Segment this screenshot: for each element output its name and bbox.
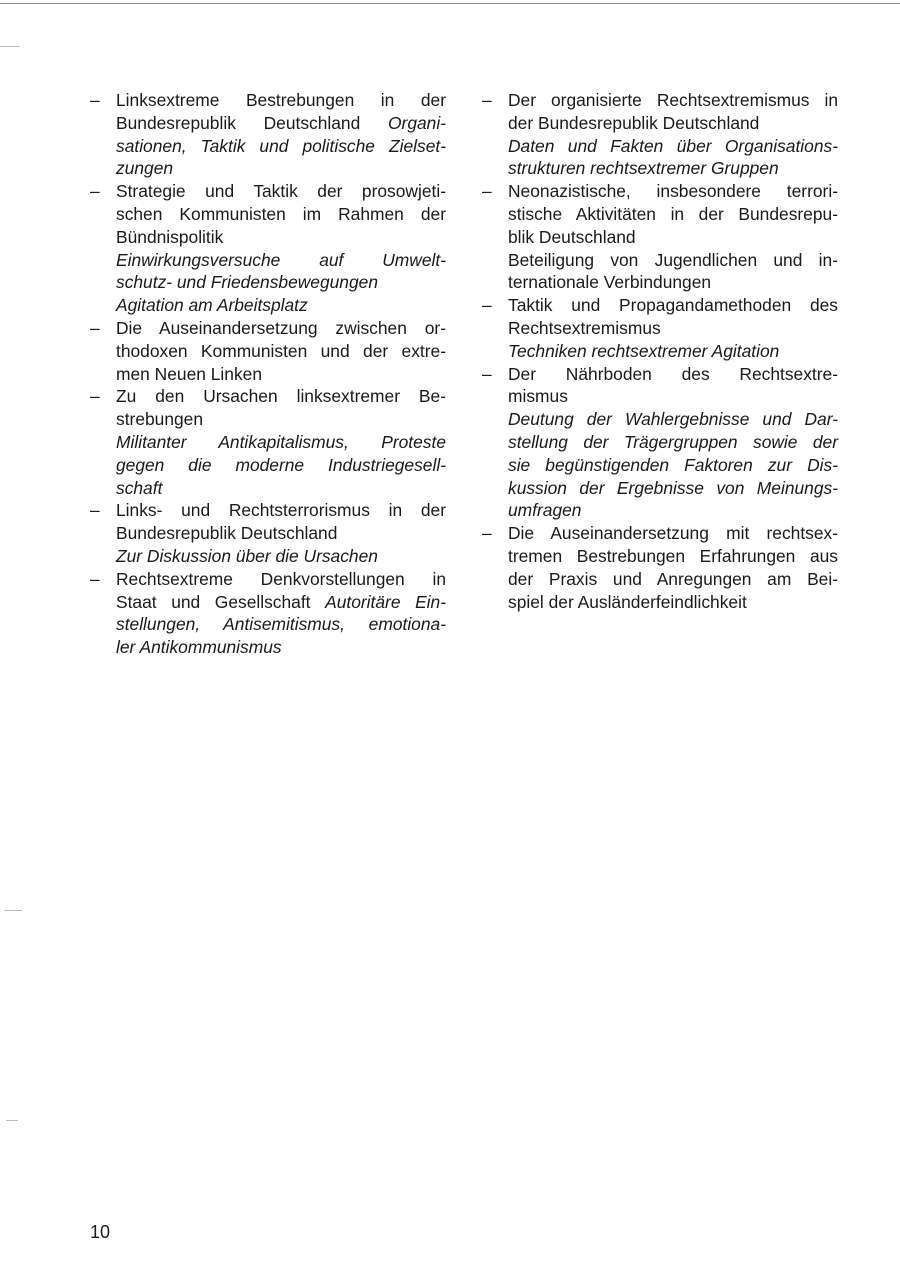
text-line: Einwirkungsversuche auf Umwelt- xyxy=(116,249,446,270)
text-line: schutz- und Friedensbewegungen xyxy=(116,272,378,293)
italic-segment: Autoritäre Ein- xyxy=(325,591,447,612)
text-line: Strategie und Taktik der prosowjeti- xyxy=(116,181,446,202)
scan-speck xyxy=(0,46,20,47)
right-column xyxy=(482,89,838,613)
page-number: 10 xyxy=(90,1222,111,1242)
text-line: Links- und Rechtsterrorismus in der xyxy=(116,500,446,521)
text-line: strukturen rechtsextremer Gruppen xyxy=(508,158,779,179)
text-line: stellungen, Antisemitismus, emotiona- xyxy=(116,614,446,635)
list-item xyxy=(482,180,838,294)
dash-bullet: – xyxy=(482,90,492,110)
text-line: Linksextreme Bestrebungen in der xyxy=(116,90,446,110)
text-line: umfragen xyxy=(508,500,582,521)
list-item xyxy=(90,89,446,180)
text-line: Die Auseinandersetzung mit rechtsex- xyxy=(508,523,838,544)
scan-speck xyxy=(6,1120,18,1121)
list-item xyxy=(482,522,838,613)
text-line: Neonazistische, insbesondere terrori- xyxy=(508,181,838,202)
dash-bullet: – xyxy=(90,181,100,202)
top-edge-rule xyxy=(0,3,900,4)
dash-bullet: – xyxy=(90,386,100,407)
italic-segment: Organi- xyxy=(388,112,446,133)
list-item xyxy=(482,363,838,523)
text-line: strebungen xyxy=(116,409,204,430)
text-line: ler Antikommunismus xyxy=(116,637,282,658)
text-line: Beteiligung von Jugendlichen und in- xyxy=(508,249,838,270)
text-line: Zu den Ursachen linksextremer Be- xyxy=(116,386,446,407)
text-segment: Staat und Gesellschaft xyxy=(116,591,326,612)
list-item xyxy=(90,568,446,659)
dash-bullet: – xyxy=(482,363,492,384)
text-line: kussion der Ergebnisse von Meinungs- xyxy=(508,477,838,498)
text-line: der Praxis und Anregungen am Bei- xyxy=(508,568,838,589)
text-line: Militanter Antikapitalismus, Proteste xyxy=(116,431,446,452)
text-line: Der organisierte Rechtsextremismus in xyxy=(508,90,838,110)
dash-bullet: – xyxy=(90,500,100,521)
text-line: gegen die moderne Industriegesell- xyxy=(116,454,446,475)
text-line: Techniken rechtsextremer Agitation xyxy=(508,340,780,361)
text-line: Taktik und Propagandamethoden des xyxy=(508,295,838,316)
text-line: Rechtsextremismus xyxy=(508,317,661,338)
dash-bullet: – xyxy=(90,90,100,110)
dash-bullet: – xyxy=(482,181,492,202)
text-line xyxy=(116,112,446,135)
text-line: ternationale Verbindungen xyxy=(508,272,712,293)
text-line: Rechtsextreme Denkvorstellungen in xyxy=(116,568,446,589)
text-line: Die Auseinandersetzung zwischen or- xyxy=(116,317,446,338)
text-line: Der Nährboden des Rechtsextre- xyxy=(508,363,838,384)
text-line xyxy=(116,591,446,614)
text-line: sie begünstigenden Faktoren zur Dis- xyxy=(508,454,838,475)
text-line: der Bundesrepublik Deutschland xyxy=(508,112,760,133)
text-line: stische Aktivitäten in der Bundesrepu- xyxy=(508,203,838,224)
dash-bullet: – xyxy=(482,295,492,316)
list-item xyxy=(90,317,446,385)
list-item xyxy=(90,385,446,499)
text-line: Bündnispolitik xyxy=(116,226,224,247)
scan-speck xyxy=(4,910,22,911)
text-line: schaft xyxy=(116,477,163,498)
text-line: stellung der Trägergruppen sowie der xyxy=(508,431,838,452)
text-line: Deutung der Wahlergebnisse und Dar- xyxy=(508,409,838,430)
text-line: mismus xyxy=(508,386,568,407)
text-line: Zur Diskussion über die Ursachen xyxy=(116,545,378,566)
text-line: zungen xyxy=(116,158,174,179)
text-line: tremen Bestrebungen Erfahrungen aus xyxy=(508,545,838,566)
list-item xyxy=(90,180,446,317)
text-line: Daten und Fakten über Organisations- xyxy=(508,135,838,156)
list-item xyxy=(482,89,838,180)
dash-bullet: – xyxy=(90,568,100,589)
dash-bullet: – xyxy=(482,523,492,544)
list-item xyxy=(90,499,446,567)
text-line: thodoxen Kommunisten und der extre- xyxy=(116,340,446,361)
text-line: spiel der Ausländerfeindlichkeit xyxy=(508,591,747,612)
text-line: blik Deutschland xyxy=(508,226,636,247)
text-line: schen Kommunisten im Rahmen der xyxy=(116,203,446,224)
text-line: Bundesrepublik Deutschland xyxy=(116,523,338,544)
text-segment: Bundesrepublik Deutschland xyxy=(116,112,388,133)
text-line: men Neuen Linken xyxy=(116,363,262,384)
dash-bullet: – xyxy=(90,317,100,338)
left-column xyxy=(90,89,446,659)
text-line: sationen, Taktik und politische Zielset- xyxy=(116,135,446,156)
text-line: Agitation am Arbeitsplatz xyxy=(116,295,308,316)
list-item xyxy=(482,294,838,362)
